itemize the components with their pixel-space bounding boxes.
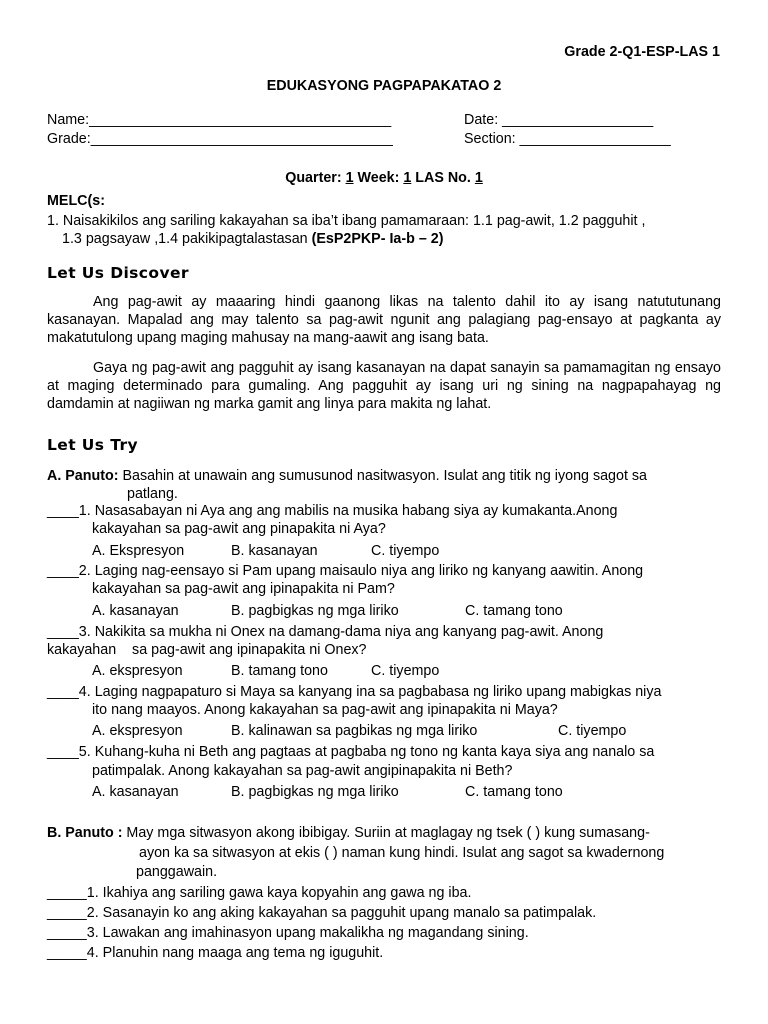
discover-paragraph-1 (47, 293, 721, 347)
melc-line-1: 1. Naisakikilos ang sariling kakayahan sa iba’t ibang pamamaraan: 1.1 pag-awit, 1.2 pagguhit , (47, 213, 646, 229)
choice-c: C. tamang tono (465, 603, 563, 619)
choice-a: A. ekspresyon (92, 723, 183, 739)
question-text: Kuhang-kuha ni Beth ang pagtaas at pagbaba ng tono ng kanta kaya siya ang nanalo sa (94, 744, 655, 760)
choice-a: A. kasanayan (92, 603, 179, 619)
question-2-cont: kakayahan sa pag-awit ang ipinapakita ni Pam? (92, 581, 395, 597)
week-label: Week: (353, 170, 404, 186)
question-4-cont: ito nang maayos. Anong kakayahan sa pag-awit ang ipinapakita ni Maya? (92, 702, 558, 718)
choice-c: C. tiyempo (371, 663, 440, 679)
try-heading: Let Us Try (47, 436, 139, 454)
choice-a: A. Ekspresyon (92, 543, 185, 559)
part-b-item-2[interactable]: _____2. Sasanayin ko ang aking kakayahan sa pagguhit upang manalo sa patimpalak. (47, 905, 597, 921)
choice-a: A. ekspresyon (92, 663, 183, 679)
document-code: Grade 2-Q1-ESP-LAS 1 (564, 44, 720, 60)
part-b-item-3[interactable]: _____3. Lawakan ang imahinasyon upang makalikha ng magandang sining. (47, 925, 529, 941)
part-b-text: May mga sitwasyon akong ibibigay. Suriin at maglagay ng tsek ( ) kung sumasang- (122, 825, 650, 841)
part-b-label: B. Panuto : (47, 825, 123, 841)
part-b-instruction-cont-2: panggawain. (136, 864, 218, 880)
question-text: Nasasabayan ni Aya ang ang mabilis na musika habang siya ay kumakanta.Anong (94, 503, 618, 519)
answer-blank[interactable]: ____5. (47, 744, 91, 760)
part-a-label: A. Panuto: (47, 468, 119, 484)
choice-b: B. kalinawan sa pagbikas ng mga liriko (231, 723, 478, 739)
question-1 (47, 501, 723, 521)
part-b-instruction (47, 825, 650, 841)
quarter-label: Quarter: (285, 170, 346, 186)
name-field[interactable]: Name:______________________________________ (47, 112, 392, 128)
question-text: Laging nagpapaturo si Maya sa kanyang ina sa pagbabasa ng liriko upang mabigkas niya (94, 684, 662, 700)
quarter-value: 1 (345, 170, 354, 186)
choice-c: C. tamang tono (465, 784, 563, 800)
part-b-item-4[interactable]: _____4. Planuhin nang maaga ang tema ng iguguhit. (47, 945, 384, 961)
melc-title: MELC(s: (47, 193, 105, 209)
question-4 (47, 682, 723, 702)
question-5 (47, 742, 723, 762)
part-a-text: Basahin at unawain ang sumusunod nasitwasyon. Isulat ang titik ng iyong sagot sa (118, 468, 648, 484)
question-2 (47, 561, 723, 581)
las-label: LAS No. (411, 170, 475, 186)
melc-code: (EsP2PKP- Ia-b – 2) (311, 231, 444, 247)
part-b-item-1[interactable]: _____1. Ikahiya ang sariling gawa kaya kopyahin ang gawa ng iba. (47, 885, 472, 901)
part-b-instruction-cont-1: ayon ka sa sitwasyon at ekis ( ) naman kung hindi. Isulat ang sagot sa kwadernong (139, 845, 665, 861)
subject-title: EDUKASYONG PAGPAPAKATAO 2 (266, 78, 502, 94)
las-value: 1 (474, 170, 483, 186)
answer-blank[interactable]: ____3. (47, 624, 91, 640)
discover-heading: Let Us Discover (47, 264, 189, 282)
question-3 (47, 622, 723, 642)
question-3-cont: kakayahan sa pag-awit ang ipinapakita ni Onex? (47, 642, 367, 658)
melc-line-2 (62, 231, 443, 247)
choice-b: B. tamang tono (231, 663, 328, 679)
choice-c: C. tiyempo (371, 543, 440, 559)
choice-b: B. kasanayan (231, 543, 318, 559)
discover-paragraph-2-text: Gaya ng pag-awit ang pagguhit ay isang kasanayan na dapat sanayin sa pamamagitan ng ensayo at maging determinado para gumaling. Ang pagguhit ay isang uri ng sining na nagpapahayag ng damdamin at nagiiwan ng marka gamit ang linya para makita ng lahat. (47, 360, 721, 412)
choice-b: B. pagbigkas ng mga liriko (231, 784, 399, 800)
quarter-line (0, 170, 768, 186)
part-a-instruction (47, 468, 647, 484)
discover-paragraph-1-text: Ang pag-awit ay maaaring hindi gaanong likas na talento dahil ito ay isang natututunang kasanayan. Mapalad ang may talento sa pag-awit ngunit ang palagiang pag-ensayo at pagkanta ay makatutulong upang maging mahusay na mang-aawit ang isang bata. (47, 294, 721, 346)
grade-field[interactable]: Grade:______________________________________ (47, 131, 393, 147)
question-1-cont: kakayahan sa pag-awit ang pinapakita ni Aya? (92, 521, 386, 537)
question-text: Nakikita sa mukha ni Onex na damang-dama niya ang kanyang pag-awit. Anong (94, 624, 604, 640)
choice-c: C. tiyempo (558, 723, 627, 739)
question-5-cont: patimpalak. Anong kakayahan sa pag-awit angipinapakita ni Beth? (92, 763, 513, 779)
question-text: Laging nag-eensayo si Pam upang maisaulo niya ang liriko ng kanyang aawitin. Anong (94, 563, 644, 579)
choice-b: B. pagbigkas ng mga liriko (231, 603, 399, 619)
choice-a: A. kasanayan (92, 784, 179, 800)
week-value: 1 (403, 170, 412, 186)
answer-blank[interactable]: ____1. (47, 503, 91, 519)
part-a-instruction-cont: patlang. (127, 486, 178, 502)
answer-blank[interactable]: ____4. (47, 684, 91, 700)
answer-blank[interactable]: ____2. (47, 563, 91, 579)
melc-line-2-text: 1.3 pagsayaw ,1.4 pakikipagtalastasan (62, 231, 312, 247)
date-field[interactable]: Date: ___________________ (464, 112, 654, 128)
discover-paragraph-2 (47, 359, 721, 413)
section-field[interactable]: Section: ___________________ (464, 131, 671, 147)
